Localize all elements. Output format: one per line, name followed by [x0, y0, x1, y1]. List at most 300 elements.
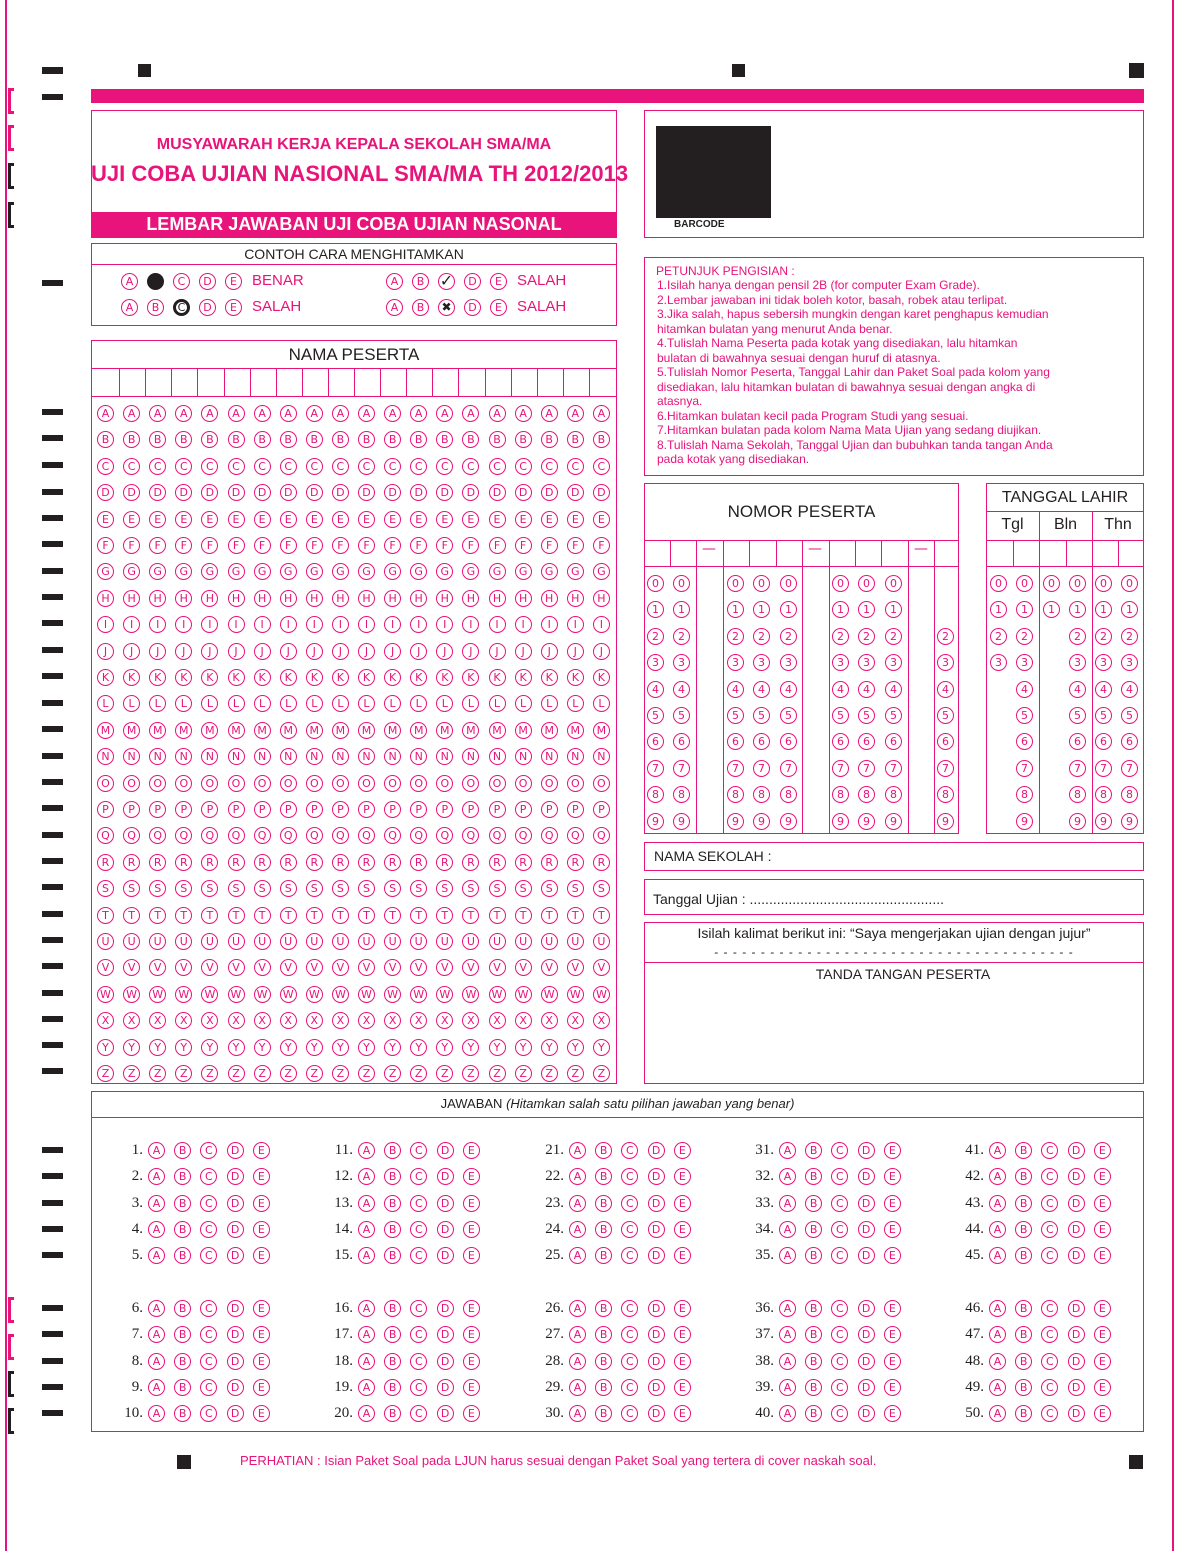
name-bubble-t[interactable]: T: [280, 907, 297, 924]
name-bubble-m[interactable]: M: [410, 722, 427, 739]
answer-bubble-b[interactable]: B: [384, 1300, 401, 1317]
thn-bubble-1[interactable]: 1: [1121, 601, 1138, 618]
answer-bubble-b[interactable]: B: [384, 1326, 401, 1343]
name-bubble-f[interactable]: F: [593, 537, 610, 554]
name-bubble-k[interactable]: K: [541, 669, 558, 686]
answer-bubble-e[interactable]: E: [253, 1379, 270, 1396]
name-bubble-a[interactable]: A: [593, 405, 610, 422]
name-bubble-e[interactable]: E: [175, 511, 192, 528]
name-bubble-g[interactable]: G: [436, 563, 453, 580]
thn-bubble-3[interactable]: 3: [1121, 654, 1138, 671]
name-bubble-t[interactable]: T: [358, 907, 375, 924]
answer-bubble-c[interactable]: C: [621, 1247, 638, 1264]
name-bubble-p[interactable]: P: [228, 801, 245, 818]
nomor-bubble-5[interactable]: 5: [780, 707, 797, 724]
name-bubble-d[interactable]: D: [254, 484, 271, 501]
answer-bubble-a[interactable]: A: [989, 1168, 1006, 1185]
name-bubble-h[interactable]: H: [567, 590, 584, 607]
name-bubble-j[interactable]: J: [515, 643, 532, 660]
name-bubble-t[interactable]: T: [462, 907, 479, 924]
name-bubble-m[interactable]: M: [228, 722, 245, 739]
nomor-bubble-1[interactable]: 1: [673, 601, 690, 618]
name-bubble-r[interactable]: R: [306, 854, 323, 871]
name-bubble-k[interactable]: K: [384, 669, 401, 686]
name-bubble-b[interactable]: B: [410, 431, 427, 448]
name-bubble-j[interactable]: J: [280, 643, 297, 660]
answer-bubble-a[interactable]: A: [358, 1142, 375, 1159]
name-bubble-r[interactable]: R: [515, 854, 532, 871]
name-bubble-b[interactable]: B: [384, 431, 401, 448]
name-bubble-f[interactable]: F: [175, 537, 192, 554]
answer-bubble-b[interactable]: B: [174, 1142, 191, 1159]
answer-bubble-c[interactable]: C: [410, 1405, 427, 1422]
name-bubble-i[interactable]: I: [149, 616, 166, 633]
answer-bubble-d[interactable]: D: [648, 1221, 665, 1238]
name-bubble-s[interactable]: S: [358, 880, 375, 897]
bln-bubble-0[interactable]: 0: [1043, 575, 1060, 592]
name-bubble-x[interactable]: X: [358, 1012, 375, 1029]
name-bubble-t[interactable]: T: [436, 907, 453, 924]
name-bubble-e[interactable]: E: [97, 511, 114, 528]
name-bubble-e[interactable]: E: [515, 511, 532, 528]
nomor-bubble-2[interactable]: 2: [780, 628, 797, 645]
example-bubble[interactable]: [147, 273, 164, 290]
name-bubble-f[interactable]: F: [410, 537, 427, 554]
name-bubble-b[interactable]: B: [489, 431, 506, 448]
name-bubble-o[interactable]: O: [358, 775, 375, 792]
name-bubble-o[interactable]: O: [515, 775, 532, 792]
name-bubble-h[interactable]: H: [332, 590, 349, 607]
answer-bubble-c[interactable]: C: [831, 1247, 848, 1264]
answer-bubble-e[interactable]: E: [253, 1168, 270, 1185]
answer-bubble-e[interactable]: E: [1094, 1353, 1111, 1370]
nomor-bubble-5[interactable]: 5: [673, 707, 690, 724]
answer-bubble-a[interactable]: A: [779, 1168, 796, 1185]
name-bubble-x[interactable]: X: [593, 1012, 610, 1029]
example-bubble[interactable]: B: [147, 299, 164, 316]
answer-bubble-b[interactable]: B: [174, 1379, 191, 1396]
name-bubble-w[interactable]: W: [436, 986, 453, 1003]
answer-bubble-d[interactable]: D: [1068, 1142, 1085, 1159]
answer-bubble-b[interactable]: B: [1015, 1326, 1032, 1343]
nomor-bubble-6[interactable]: 6: [937, 733, 954, 750]
name-bubble-t[interactable]: T: [332, 907, 349, 924]
name-bubble-b[interactable]: B: [306, 431, 323, 448]
thn-bubble-1[interactable]: 1: [1095, 601, 1112, 618]
name-bubble-a[interactable]: A: [123, 405, 140, 422]
name-bubble-i[interactable]: I: [332, 616, 349, 633]
name-bubble-k[interactable]: K: [489, 669, 506, 686]
nomor-bubble-7[interactable]: 7: [727, 760, 744, 777]
answer-bubble-a[interactable]: A: [989, 1300, 1006, 1317]
answer-bubble-c[interactable]: C: [410, 1300, 427, 1317]
name-bubble-q[interactable]: Q: [254, 827, 271, 844]
nomor-bubble-9[interactable]: 9: [858, 813, 875, 830]
name-bubble-b[interactable]: B: [436, 431, 453, 448]
nomor-bubble-7[interactable]: 7: [832, 760, 849, 777]
name-bubble-c[interactable]: C: [123, 458, 140, 475]
name-bubble-r[interactable]: R: [358, 854, 375, 871]
answer-bubble-d[interactable]: D: [858, 1379, 875, 1396]
name-bubble-x[interactable]: X: [280, 1012, 297, 1029]
name-bubble-j[interactable]: J: [97, 643, 114, 660]
name-bubble-l[interactable]: L: [593, 695, 610, 712]
answer-bubble-e[interactable]: E: [1094, 1405, 1111, 1422]
name-bubble-v[interactable]: V: [541, 959, 558, 976]
name-bubble-w[interactable]: W: [332, 986, 349, 1003]
name-bubble-t[interactable]: T: [593, 907, 610, 924]
bln-bubble-4[interactable]: 4: [1069, 681, 1086, 698]
name-bubble-v[interactable]: V: [489, 959, 506, 976]
answer-bubble-b[interactable]: B: [1015, 1405, 1032, 1422]
answer-bubble-e[interactable]: E: [463, 1195, 480, 1212]
name-bubble-t[interactable]: T: [228, 907, 245, 924]
answer-bubble-a[interactable]: A: [358, 1405, 375, 1422]
name-bubble-r[interactable]: R: [410, 854, 427, 871]
name-bubble-f[interactable]: F: [149, 537, 166, 554]
nomor-bubble-0[interactable]: 0: [647, 575, 664, 592]
name-bubble-s[interactable]: S: [306, 880, 323, 897]
name-bubble-r[interactable]: R: [254, 854, 271, 871]
nomor-bubble-8[interactable]: 8: [647, 786, 664, 803]
name-bubble-b[interactable]: B: [515, 431, 532, 448]
answer-bubble-b[interactable]: B: [805, 1168, 822, 1185]
name-bubble-g[interactable]: G: [593, 563, 610, 580]
name-bubble-f[interactable]: F: [97, 537, 114, 554]
name-bubble-s[interactable]: S: [332, 880, 349, 897]
name-bubble-d[interactable]: D: [149, 484, 166, 501]
name-bubble-n[interactable]: N: [515, 748, 532, 765]
name-bubble-m[interactable]: M: [541, 722, 558, 739]
name-bubble-t[interactable]: T: [149, 907, 166, 924]
name-bubble-o[interactable]: O: [332, 775, 349, 792]
name-bubble-t[interactable]: T: [254, 907, 271, 924]
answer-bubble-e[interactable]: E: [884, 1195, 901, 1212]
answer-bubble-e[interactable]: E: [884, 1168, 901, 1185]
answer-bubble-a[interactable]: A: [989, 1195, 1006, 1212]
answer-bubble-b[interactable]: B: [1015, 1353, 1032, 1370]
answer-bubble-d[interactable]: D: [1068, 1379, 1085, 1396]
name-letter-cell[interactable]: [303, 370, 327, 395]
name-bubble-k[interactable]: K: [123, 669, 140, 686]
name-bubble-r[interactable]: R: [593, 854, 610, 871]
name-bubble-q[interactable]: Q: [515, 827, 532, 844]
nomor-bubble-9[interactable]: 9: [727, 813, 744, 830]
name-bubble-c[interactable]: C: [97, 458, 114, 475]
answer-bubble-e[interactable]: E: [253, 1326, 270, 1343]
thn-bubble-0[interactable]: 0: [1095, 575, 1112, 592]
name-bubble-y[interactable]: Y: [332, 1039, 349, 1056]
name-bubble-l[interactable]: L: [489, 695, 506, 712]
name-bubble-c[interactable]: C: [567, 458, 584, 475]
answer-bubble-c[interactable]: C: [621, 1300, 638, 1317]
name-bubble-i[interactable]: I: [462, 616, 479, 633]
name-bubble-a[interactable]: A: [515, 405, 532, 422]
answer-bubble-e[interactable]: E: [884, 1221, 901, 1238]
name-bubble-x[interactable]: X: [175, 1012, 192, 1029]
name-bubble-n[interactable]: N: [384, 748, 401, 765]
answer-bubble-b[interactable]: B: [805, 1142, 822, 1159]
name-bubble-o[interactable]: O: [149, 775, 166, 792]
name-bubble-z[interactable]: Z: [201, 1065, 218, 1082]
name-bubble-h[interactable]: H: [123, 590, 140, 607]
name-bubble-e[interactable]: E: [280, 511, 297, 528]
name-letter-cell[interactable]: [277, 370, 301, 395]
nomor-bubble-7[interactable]: 7: [937, 760, 954, 777]
answer-bubble-c[interactable]: C: [410, 1221, 427, 1238]
name-bubble-w[interactable]: W: [254, 986, 271, 1003]
tgl-bubble-5[interactable]: 5: [1016, 707, 1033, 724]
name-bubble-a[interactable]: A: [175, 405, 192, 422]
nomor-bubble-3[interactable]: 3: [647, 654, 664, 671]
name-bubble-e[interactable]: E: [567, 511, 584, 528]
answer-bubble-b[interactable]: B: [805, 1379, 822, 1396]
name-bubble-t[interactable]: T: [201, 907, 218, 924]
name-bubble-a[interactable]: A: [306, 405, 323, 422]
nomor-bubble-4[interactable]: 4: [885, 681, 902, 698]
answer-bubble-a[interactable]: A: [569, 1221, 586, 1238]
name-letter-cell[interactable]: [329, 370, 353, 395]
answer-bubble-d[interactable]: D: [227, 1353, 244, 1370]
nomor-bubble-3[interactable]: 3: [885, 654, 902, 671]
example-bubble[interactable]: A: [386, 299, 403, 316]
answer-bubble-b[interactable]: B: [174, 1247, 191, 1264]
name-bubble-j[interactable]: J: [462, 643, 479, 660]
answer-bubble-a[interactable]: A: [358, 1379, 375, 1396]
nomor-bubble-9[interactable]: 9: [885, 813, 902, 830]
answer-bubble-b[interactable]: B: [384, 1379, 401, 1396]
name-bubble-a[interactable]: A: [541, 405, 558, 422]
name-bubble-i[interactable]: I: [384, 616, 401, 633]
name-bubble-a[interactable]: A: [462, 405, 479, 422]
answer-bubble-a[interactable]: A: [358, 1353, 375, 1370]
name-bubble-l[interactable]: L: [254, 695, 271, 712]
answer-bubble-e[interactable]: E: [674, 1247, 691, 1264]
nomor-bubble-4[interactable]: 4: [727, 681, 744, 698]
nomor-bubble-1[interactable]: 1: [647, 601, 664, 618]
answer-bubble-b[interactable]: B: [1015, 1142, 1032, 1159]
name-bubble-s[interactable]: S: [436, 880, 453, 897]
nomor-bubble-7[interactable]: 7: [673, 760, 690, 777]
answer-bubble-a[interactable]: A: [569, 1300, 586, 1317]
name-bubble-s[interactable]: S: [97, 880, 114, 897]
example-bubble[interactable]: D: [199, 299, 216, 316]
name-bubble-g[interactable]: G: [462, 563, 479, 580]
answer-bubble-a[interactable]: A: [989, 1379, 1006, 1396]
nomor-bubble-6[interactable]: 6: [780, 733, 797, 750]
name-bubble-l[interactable]: L: [228, 695, 245, 712]
thn-bubble-0[interactable]: 0: [1121, 575, 1138, 592]
name-bubble-a[interactable]: A: [149, 405, 166, 422]
name-bubble-k[interactable]: K: [149, 669, 166, 686]
name-bubble-j[interactable]: J: [306, 643, 323, 660]
name-bubble-j[interactable]: J: [567, 643, 584, 660]
bln-bubble-0[interactable]: 0: [1069, 575, 1086, 592]
name-bubble-c[interactable]: C: [541, 458, 558, 475]
name-bubble-u[interactable]: U: [410, 933, 427, 950]
name-bubble-p[interactable]: P: [201, 801, 218, 818]
answer-bubble-b[interactable]: B: [384, 1247, 401, 1264]
nomor-bubble-7[interactable]: 7: [753, 760, 770, 777]
nomor-bubble-7[interactable]: 7: [885, 760, 902, 777]
name-bubble-y[interactable]: Y: [567, 1039, 584, 1056]
name-bubble-p[interactable]: P: [541, 801, 558, 818]
example-bubble[interactable]: A: [121, 273, 138, 290]
example-bubble[interactable]: E: [490, 299, 507, 316]
name-bubble-v[interactable]: V: [280, 959, 297, 976]
answer-bubble-d[interactable]: D: [1068, 1353, 1085, 1370]
name-bubble-q[interactable]: Q: [123, 827, 140, 844]
answer-bubble-b[interactable]: B: [595, 1221, 612, 1238]
name-bubble-o[interactable]: O: [306, 775, 323, 792]
answer-bubble-e[interactable]: E: [253, 1247, 270, 1264]
answer-bubble-d[interactable]: D: [1068, 1221, 1085, 1238]
name-bubble-v[interactable]: V: [332, 959, 349, 976]
name-bubble-i[interactable]: I: [567, 616, 584, 633]
name-letter-cell[interactable]: [146, 370, 170, 395]
name-bubble-f[interactable]: F: [567, 537, 584, 554]
name-bubble-d[interactable]: D: [201, 484, 218, 501]
answer-bubble-e[interactable]: E: [253, 1221, 270, 1238]
answer-bubble-e[interactable]: E: [674, 1405, 691, 1422]
answer-bubble-a[interactable]: A: [569, 1168, 586, 1185]
name-bubble-r[interactable]: R: [228, 854, 245, 871]
answer-bubble-c[interactable]: C: [410, 1326, 427, 1343]
name-letter-cell[interactable]: [433, 370, 457, 395]
name-bubble-g[interactable]: G: [567, 563, 584, 580]
name-bubble-d[interactable]: D: [462, 484, 479, 501]
nomor-bubble-1[interactable]: 1: [780, 601, 797, 618]
answer-bubble-e[interactable]: E: [884, 1247, 901, 1264]
name-bubble-p[interactable]: P: [593, 801, 610, 818]
bln-bubble-1[interactable]: 1: [1043, 601, 1060, 618]
nomor-bubble-6[interactable]: 6: [832, 733, 849, 750]
answer-bubble-d[interactable]: D: [437, 1142, 454, 1159]
name-bubble-g[interactable]: G: [149, 563, 166, 580]
name-bubble-d[interactable]: D: [306, 484, 323, 501]
name-bubble-o[interactable]: O: [593, 775, 610, 792]
name-bubble-x[interactable]: X: [489, 1012, 506, 1029]
name-bubble-x[interactable]: X: [201, 1012, 218, 1029]
name-bubble-l[interactable]: L: [280, 695, 297, 712]
answer-bubble-e[interactable]: E: [253, 1353, 270, 1370]
name-bubble-i[interactable]: I: [254, 616, 271, 633]
thn-bubble-2[interactable]: 2: [1121, 628, 1138, 645]
name-bubble-o[interactable]: O: [541, 775, 558, 792]
name-bubble-m[interactable]: M: [123, 722, 140, 739]
name-bubble-f[interactable]: F: [201, 537, 218, 554]
answer-bubble-d[interactable]: D: [227, 1300, 244, 1317]
tgl-bubble-8[interactable]: 8: [1016, 786, 1033, 803]
name-bubble-l[interactable]: L: [175, 695, 192, 712]
answer-bubble-e[interactable]: E: [674, 1326, 691, 1343]
answer-bubble-d[interactable]: D: [1068, 1300, 1085, 1317]
name-bubble-z[interactable]: Z: [593, 1065, 610, 1082]
name-bubble-e[interactable]: E: [436, 511, 453, 528]
name-bubble-v[interactable]: V: [97, 959, 114, 976]
name-bubble-z[interactable]: Z: [462, 1065, 479, 1082]
answer-bubble-c[interactable]: C: [200, 1405, 217, 1422]
answer-bubble-c[interactable]: C: [621, 1142, 638, 1159]
example-bubble[interactable]: D: [464, 299, 481, 316]
answer-bubble-c[interactable]: C: [200, 1168, 217, 1185]
name-bubble-p[interactable]: P: [123, 801, 140, 818]
name-bubble-d[interactable]: D: [489, 484, 506, 501]
name-bubble-t[interactable]: T: [123, 907, 140, 924]
nomor-bubble-8[interactable]: 8: [832, 786, 849, 803]
answer-bubble-c[interactable]: C: [410, 1353, 427, 1370]
name-bubble-e[interactable]: E: [149, 511, 166, 528]
answer-bubble-a[interactable]: A: [148, 1247, 165, 1264]
answer-bubble-d[interactable]: D: [437, 1326, 454, 1343]
name-bubble-t[interactable]: T: [97, 907, 114, 924]
name-bubble-s[interactable]: S: [515, 880, 532, 897]
answer-bubble-e[interactable]: E: [253, 1300, 270, 1317]
name-bubble-c[interactable]: C: [332, 458, 349, 475]
name-bubble-f[interactable]: F: [306, 537, 323, 554]
name-bubble-s[interactable]: S: [462, 880, 479, 897]
name-bubble-g[interactable]: G: [123, 563, 140, 580]
name-bubble-k[interactable]: K: [515, 669, 532, 686]
name-bubble-w[interactable]: W: [593, 986, 610, 1003]
example-bubble[interactable]: E: [490, 273, 507, 290]
tgl-bubble-1[interactable]: 1: [990, 601, 1007, 618]
name-bubble-y[interactable]: Y: [358, 1039, 375, 1056]
name-bubble-p[interactable]: P: [97, 801, 114, 818]
name-bubble-i[interactable]: I: [436, 616, 453, 633]
nomor-bubble-9[interactable]: 9: [753, 813, 770, 830]
answer-bubble-e[interactable]: E: [884, 1142, 901, 1159]
answer-bubble-b[interactable]: B: [1015, 1195, 1032, 1212]
name-bubble-r[interactable]: R: [123, 854, 140, 871]
tgl-bubble-0[interactable]: 0: [1016, 575, 1033, 592]
answer-bubble-b[interactable]: B: [595, 1195, 612, 1212]
name-bubble-k[interactable]: K: [280, 669, 297, 686]
name-letter-cell[interactable]: [251, 370, 275, 395]
answer-bubble-b[interactable]: B: [384, 1353, 401, 1370]
name-bubble-q[interactable]: Q: [462, 827, 479, 844]
name-bubble-f[interactable]: F: [332, 537, 349, 554]
name-bubble-o[interactable]: O: [436, 775, 453, 792]
answer-bubble-a[interactable]: A: [779, 1221, 796, 1238]
answer-bubble-d[interactable]: D: [648, 1300, 665, 1317]
nomor-bubble-2[interactable]: 2: [937, 628, 954, 645]
name-bubble-q[interactable]: Q: [567, 827, 584, 844]
name-bubble-p[interactable]: P: [306, 801, 323, 818]
name-bubble-t[interactable]: T: [410, 907, 427, 924]
answer-bubble-a[interactable]: A: [989, 1405, 1006, 1422]
name-bubble-p[interactable]: P: [280, 801, 297, 818]
name-letter-cell[interactable]: [198, 370, 222, 395]
name-bubble-e[interactable]: E: [489, 511, 506, 528]
name-bubble-p[interactable]: P: [436, 801, 453, 818]
answer-bubble-d[interactable]: D: [648, 1142, 665, 1159]
name-bubble-u[interactable]: U: [358, 933, 375, 950]
name-bubble-t[interactable]: T: [541, 907, 558, 924]
name-bubble-r[interactable]: R: [332, 854, 349, 871]
thn-bubble-7[interactable]: 7: [1121, 760, 1138, 777]
name-bubble-f[interactable]: F: [123, 537, 140, 554]
name-bubble-c[interactable]: C: [410, 458, 427, 475]
name-bubble-v[interactable]: V: [462, 959, 479, 976]
nomor-bubble-9[interactable]: 9: [673, 813, 690, 830]
name-bubble-b[interactable]: B: [175, 431, 192, 448]
name-bubble-m[interactable]: M: [149, 722, 166, 739]
name-bubble-y[interactable]: Y: [149, 1039, 166, 1056]
answer-bubble-b[interactable]: B: [805, 1195, 822, 1212]
answer-bubble-e[interactable]: E: [1094, 1195, 1111, 1212]
nomor-bubble-2[interactable]: 2: [727, 628, 744, 645]
